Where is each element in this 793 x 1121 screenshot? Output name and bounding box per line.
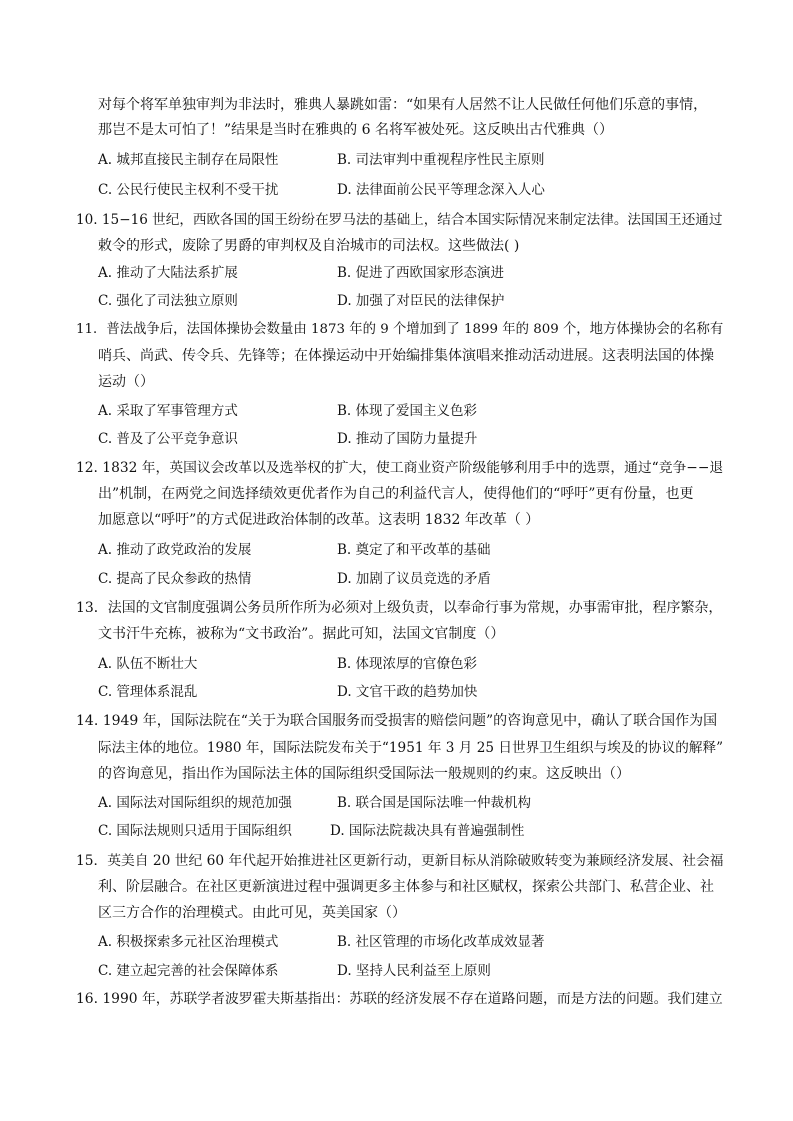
q13-option-c[interactable]: C. 管理体系混乱 <box>98 684 198 700</box>
q13-option-d[interactable]: D. 文官干政的趋势加快 <box>337 684 478 700</box>
q10-option-d[interactable]: D. 加强了对臣民的法律保护 <box>337 293 505 309</box>
q9-option-b[interactable]: B. 司法审判中重视程序性民主原则 <box>337 152 545 168</box>
q15-option-c[interactable]: C. 建立起完善的社会保障体系 <box>98 963 279 979</box>
q10-option-b[interactable]: B. 促进了西欧国家形态演进 <box>337 265 505 281</box>
q12-line-2: 出”机制，在两党之间选择绩效更优者作为自己的利益代言人，使得他们的“呼吁”更有份量，也更 <box>98 486 694 502</box>
q11-line-2: 哨兵、尚武、传令兵、先锋等；在体操运动中开始编排集体演唱来推动活动进展。这表明法国的体操 <box>98 348 714 364</box>
q12-line-1: 12. 1832 年，英国议会改革以及选举权的扩大，使工商业资产阶级能够利用手中的选票，通过“竞争−−退 <box>76 460 724 476</box>
q10-line-1: 10. 15−16 世纪，西欧各国的国王纷纷在罗马法的基础上，结合本国实际情况来制定法律。法国国王还通过 <box>76 212 723 228</box>
q10-option-c[interactable]: C. 强化了司法独立原则 <box>98 293 238 309</box>
q13-line-1: 13．法国的文官制度强调公务员所作所为必须对上级负责，以奉命行事为常规，办事需审批，程序繁杂， <box>76 600 723 616</box>
q11-option-c[interactable]: C. 普及了公平竞争意识 <box>98 431 238 447</box>
q12-option-b[interactable]: B. 奠定了和平改革的基础 <box>337 542 491 558</box>
q15-line-1: 15．英美自 20 世纪 60 年代起开始推进社区更新行动，更新目标从消除破败转变为兼顾经济发展、社会福 <box>76 853 724 869</box>
q15-option-b[interactable]: B. 社区管理的市场化改革成效显著 <box>337 934 545 950</box>
q12-option-a[interactable]: A. 推动了政党政治的发展 <box>98 542 252 558</box>
q9-option-d[interactable]: D. 法律面前公民平等理念深入人心 <box>337 182 545 198</box>
q11-option-a[interactable]: A. 采取了军事管理方式 <box>98 403 238 419</box>
q16-line-1: 16. 1990 年，苏联学者波罗霍夫斯基指出：苏联的经济发展不存在道路问题，而是方法的问题。我们建立 <box>76 991 723 1007</box>
q15-line-3: 区三方合作的治理模式。由此可见，英美国家（） <box>98 905 406 921</box>
q11-option-d[interactable]: D. 推动了国防力量提升 <box>337 431 478 447</box>
q14-option-c[interactable]: C. 国际法规则只适用于国际组织 <box>98 823 292 839</box>
q13-option-b[interactable]: B. 体现浓厚的官僚色彩 <box>337 656 478 672</box>
q12-option-c[interactable]: C. 提高了民众参政的热情 <box>98 571 252 587</box>
q15-option-a[interactable]: A. 积极探索多元社区治理模式 <box>98 934 279 950</box>
q10-option-a[interactable]: A. 推动了大陆法系扩展 <box>98 265 238 281</box>
q14-option-d[interactable]: D. 国际法院裁决具有普遍强制性 <box>330 823 525 839</box>
q9-option-c[interactable]: C. 公民行使民主权利不受干扰 <box>98 182 279 198</box>
q14-line-3: 的咨询意见，指出作为国际法主体的国际组织受国际法一般规则的约束。这反映出（） <box>98 766 630 782</box>
q15-line-2: 利、阶层融合。在社区更新演进过程中强调更多主体参与和社区赋权，探索公共部门、私营企业、社 <box>98 879 714 895</box>
q14-option-a[interactable]: A. 国际法对国际组织的规范加强 <box>98 795 292 811</box>
q14-line-1: 14. 1949 年，国际法院在“关于为联合国服务而受损害的赔偿问题”的咨询意见中，确认了联合国作为国 <box>76 713 718 729</box>
q13-option-a[interactable]: A. 队伍不断壮大 <box>98 656 198 672</box>
q9-option-a[interactable]: A. 城邦直接民主制存在局限性 <box>98 152 279 168</box>
q14-option-b[interactable]: B. 联合国是国际法唯一仲裁机构 <box>337 795 532 811</box>
q12-option-d[interactable]: D. 加剧了议员竞选的矛盾 <box>337 571 491 587</box>
q12-line-3: 加愿意以“呼吁”的方式促进政治体制的改革。这表明 1832 年改革（ ） <box>98 512 540 528</box>
q13-line-2: 文书汗牛充栋，被称为“文书政治”。据此可知，法国文官制度（） <box>98 626 505 642</box>
q10-line-2: 敕令的形式，废除了男爵的审判权及自治城市的司法权。这些做法( ) <box>98 238 520 254</box>
q11-line-3: 运动（） <box>98 374 154 390</box>
q9-line-1: 对每个将军单独审判为非法时，雅典人暴跳如雷：“如果有人居然不让人民做任何他们乐意的事情， <box>98 97 708 113</box>
q9-line-2: 那岂不是太可怕了！”结果是当时在雅典的 6 名将军被处死。这反映出古代雅典（） <box>98 122 613 138</box>
q11-line-1: 11．普法战争后，法国体操协会数量由 1873 年的 9 个增加到了 1899 年的 809 个，地方体操协会的名称有 <box>76 322 724 337</box>
q11-option-b[interactable]: B. 体现了爱国主义色彩 <box>337 403 478 419</box>
q14-line-2: 际法主体的地位。1980 年，国际法院发布关于“1951 年 3 月 25 日世界卫生组织与埃及的协议的解释” <box>98 740 724 756</box>
q15-option-d[interactable]: D. 坚持人民利益至上原则 <box>337 963 491 979</box>
